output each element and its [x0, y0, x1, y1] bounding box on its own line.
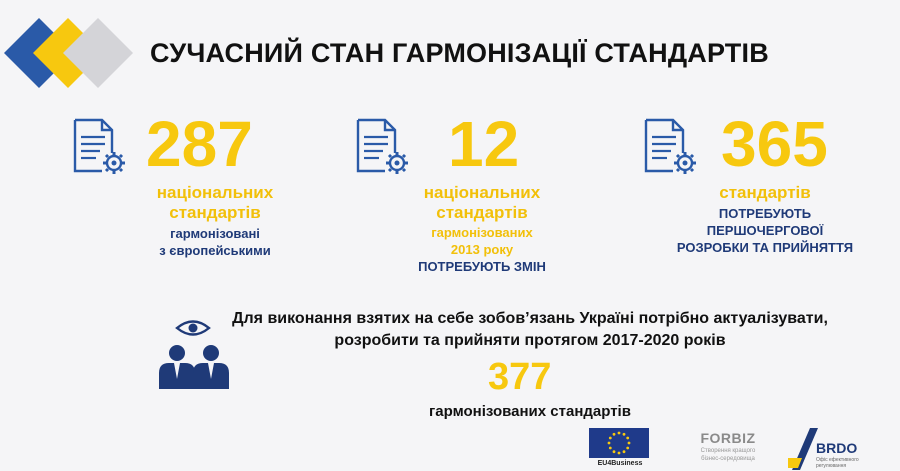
stat-description: 2013 року: [450, 242, 514, 257]
obligation-number: 377: [488, 356, 552, 398]
obligation-line: Для виконання взятих на себе зобов’язань Україні потрібно актуалізувати,: [232, 310, 828, 327]
document-gear-icon: [72, 117, 128, 177]
obligation-line: розробити та прийняти протягом 2017-2020 років: [334, 332, 726, 349]
stat-label: стандартів: [436, 203, 528, 222]
stat-description: ПОТРЕБУЮТЬ ЗМІН: [418, 259, 546, 274]
brdo-logo: [788, 428, 860, 470]
stat-description: гармонізовані: [170, 226, 260, 241]
forbiz-name: FORBIZ: [700, 430, 756, 446]
obligation-text: [210, 308, 850, 352]
stat-description: ПЕРШОЧЕРГОВОЇ: [706, 223, 824, 238]
stat-label: стандартів: [719, 183, 811, 202]
stat-label: національних: [156, 183, 274, 202]
stat-block: [110, 183, 320, 259]
page-title: СУЧАСНИЙ СТАН ГАРМОНІЗАЦІЇ СТАНДАРТІВ: [150, 38, 769, 68]
stat-block: [377, 183, 587, 275]
brdo-name: BRDO: [816, 440, 858, 456]
stat-block: [660, 183, 870, 256]
stat-description: ПОТРЕБУЮТЬ: [718, 206, 812, 221]
brdo-tagline: регулювання: [816, 463, 847, 469]
eu-flag-icon: [589, 428, 649, 458]
stat-description: РОЗРОБКИ ТА ПРИЙНЯТТЯ: [676, 240, 854, 255]
forbiz-logo: [688, 430, 768, 463]
brdo-tagline: Офіс ефективного: [816, 457, 859, 463]
stat-number: 12: [448, 108, 520, 180]
stat-label: національних: [423, 183, 541, 202]
stat-description: з європейськими: [159, 243, 271, 258]
stat-label: стандартів: [169, 203, 261, 222]
eu4business-logo: [589, 428, 651, 467]
brdo-mark-icon: [788, 428, 818, 470]
eu4business-label: EU4Business: [597, 460, 643, 467]
obligation-caption: гармонізованих стандартів: [429, 403, 631, 420]
stat-number: 365: [721, 108, 828, 180]
stat-description: гармонізованих: [431, 225, 533, 240]
document-gear-icon: [355, 117, 411, 177]
document-gear-icon: [643, 117, 699, 177]
forbiz-tagline: бізнес-середовища: [701, 456, 755, 462]
forbiz-tagline: Створення кращого: [700, 448, 756, 454]
decorative-diamonds: [0, 0, 140, 110]
stat-number: 287: [146, 108, 253, 180]
